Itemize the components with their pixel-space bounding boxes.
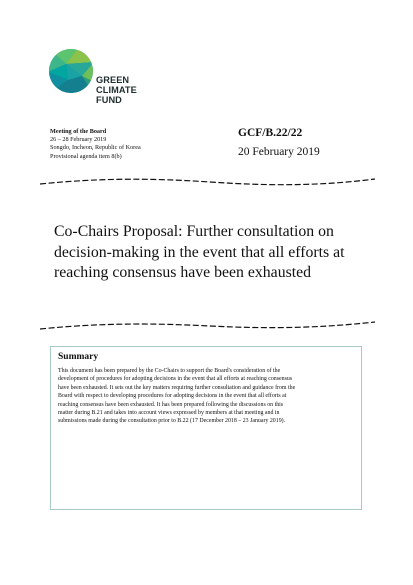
document-title: Co-Chairs Proposal: Further consultation on decision-making in the event that all efforts at reaching consensus have been exhausted (54, 223, 345, 281)
document-date: 20 February 2019 (238, 146, 320, 158)
summary-line: reaching consensus have been exhausted. It has been prepared following the discussions on this (58, 401, 284, 408)
summary-line: have been exhausted. It sets out the key matters requiring further consultation and guidance from the (58, 384, 296, 391)
meeting-location: Songdo, Incheon, Republic of Korea (50, 144, 141, 152)
logo-wordmark (96, 75, 137, 105)
summary-box (50, 346, 362, 510)
top-wave-divider (40, 176, 375, 188)
logo-line-fund: FUND (96, 95, 122, 105)
summary-heading: Summary (58, 352, 99, 362)
logo-line-green: GREEN (96, 75, 130, 85)
globe-icon (48, 48, 94, 94)
meeting-agenda-item: Provisional agenda item 8(b) (50, 152, 122, 160)
summary-text (58, 367, 354, 426)
gcf-logo (48, 48, 148, 110)
meeting-info (50, 128, 141, 161)
summary-line: matter during B.21 and takes into account views expressed by members at that meeting and in (58, 410, 280, 417)
summary-line: development of procedures for adopting decisions in the event that all efforts at reaching consensus (58, 376, 293, 383)
bottom-wave-divider (40, 320, 375, 332)
document-code: GCF/B.22/22 (238, 127, 303, 139)
summary-line: Board with respect to developing procedures for adopting decisions in the event that all efforts at (58, 393, 287, 400)
logo-line-climate: CLIMATE (96, 85, 137, 95)
summary-line: This document has been prepared by the Co-Chairs to support the Board's consideration of the (58, 368, 281, 374)
summary-line: submissions made during the consultation prior to B.22 (17 December 2018 – 23 January 2019). (58, 418, 286, 425)
meeting-dates: 26 – 28 February 2019 (50, 136, 107, 144)
meeting-title: Meeting of the Board (50, 128, 107, 135)
